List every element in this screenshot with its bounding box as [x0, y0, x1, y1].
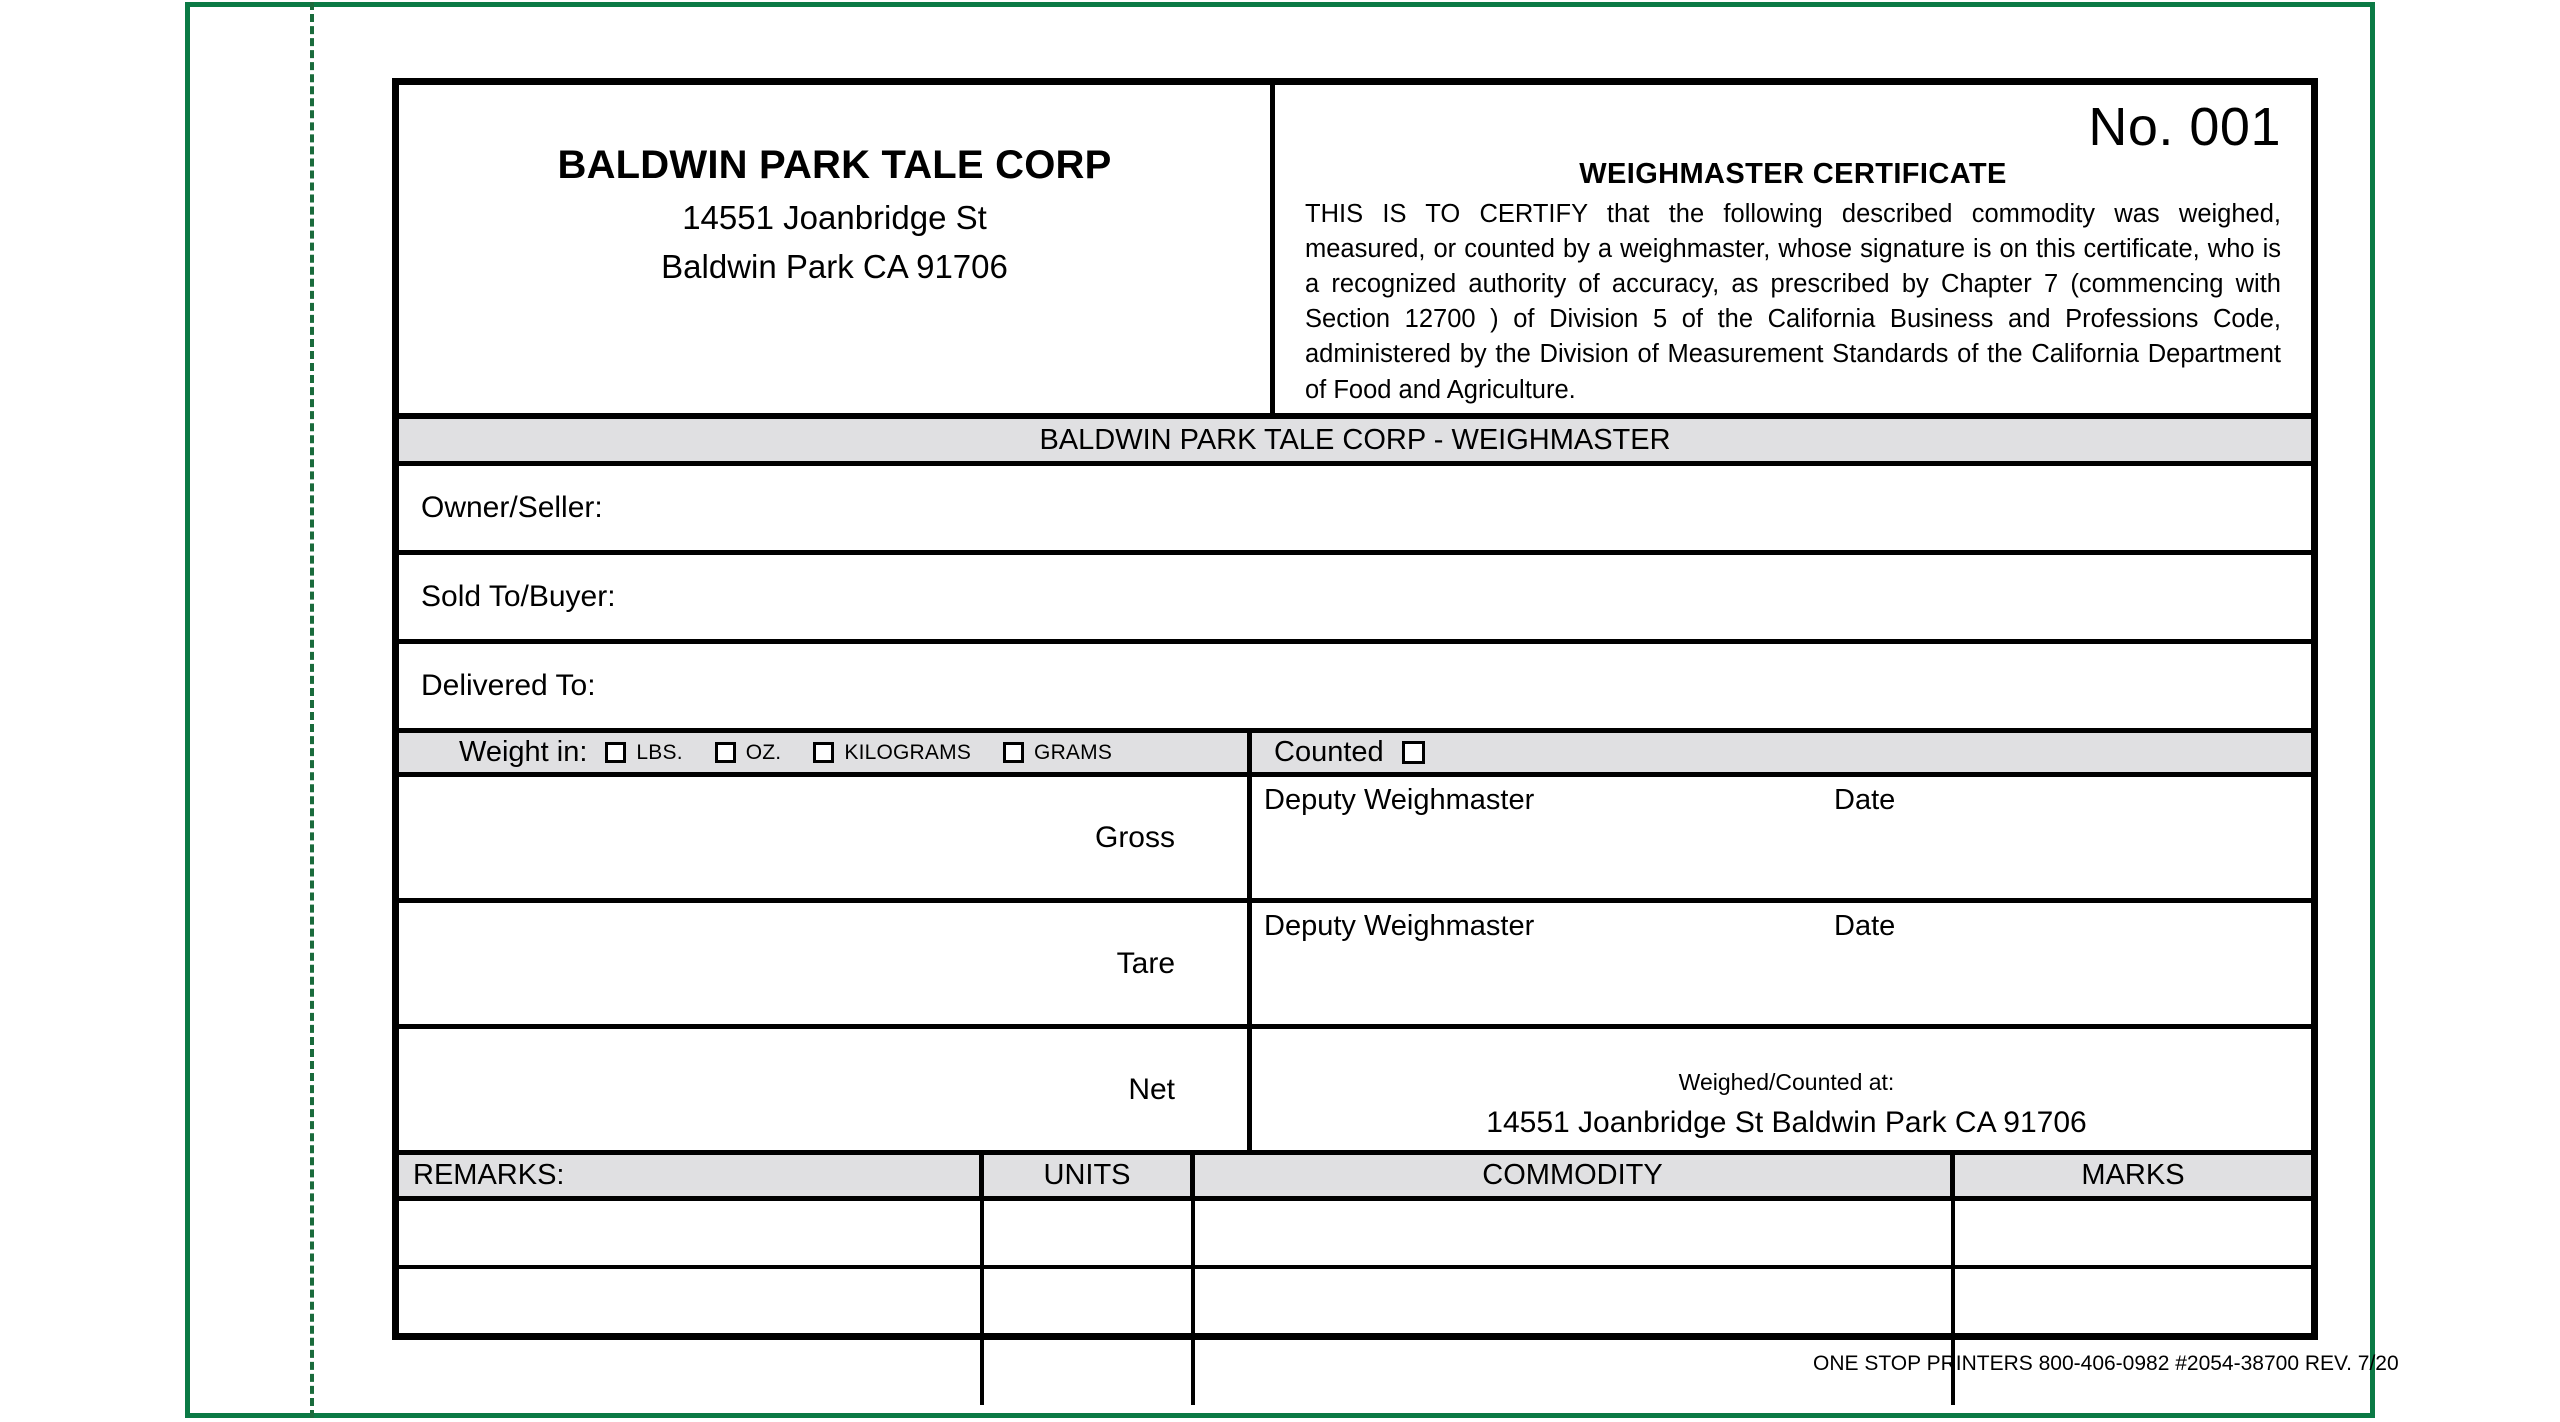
- tare-label: Tare: [1116, 946, 1175, 980]
- certificate-title: WEIGHMASTER CERTIFICATE: [1579, 157, 2007, 190]
- column-header-remarks: REMARKS:: [399, 1155, 984, 1196]
- cell-remarks[interactable]: [399, 1269, 984, 1333]
- sold-to-buyer-label: Sold To/Buyer:: [421, 580, 616, 613]
- company-address-line1: 14551 Joanbridge St: [682, 199, 987, 236]
- tare-row: [399, 903, 2311, 1029]
- counted-label: Counted: [1274, 736, 1384, 768]
- tare-deputy-weighmaster-label: Deputy Weighmaster: [1264, 910, 1535, 942]
- weight-option-grams-label: GRAMS: [1034, 740, 1113, 764]
- weight-in-group: [399, 733, 1252, 772]
- cell-commodity[interactable]: [1195, 1201, 1955, 1265]
- owner-seller-label: Owner/Seller:: [421, 491, 603, 524]
- perforation-dashed-line: [310, 2, 314, 1418]
- column-header-marks: MARKS: [2081, 1159, 2185, 1191]
- company-info-cell: [399, 85, 1275, 413]
- checkbox-oz-icon[interactable]: [715, 742, 736, 763]
- weight-option-oz-label: OZ.: [745, 740, 782, 764]
- net-row: [399, 1029, 2311, 1155]
- company-name: BALDWIN PARK TALE CORP: [557, 143, 1112, 187]
- delivered-to-row[interactable]: [399, 644, 2311, 733]
- gross-deputy-weighmaster-label: Deputy Weighmaster: [1264, 784, 1535, 816]
- weight-option-lbs-label: LBS.: [636, 740, 683, 764]
- sold-to-buyer-row[interactable]: [399, 555, 2311, 644]
- column-header-commodity: COMMODITY: [1195, 1155, 1955, 1196]
- cell-units[interactable]: [984, 1337, 1195, 1405]
- table-row[interactable]: [399, 1201, 2311, 1269]
- weight-units-strip: [399, 733, 2311, 777]
- weighed-counted-at-address: 14551 Joanbridge St Baldwin Park CA 91706: [1486, 1106, 2087, 1139]
- owner-seller-row[interactable]: [399, 466, 2311, 555]
- weight-option-lbs[interactable]: [605, 741, 682, 765]
- remarks-table-header: [399, 1155, 2311, 1201]
- gross-label: Gross: [1094, 820, 1175, 854]
- column-header-units: UNITS: [984, 1155, 1195, 1196]
- cell-units[interactable]: [984, 1269, 1195, 1333]
- weighed-counted-at-label: Weighed/Counted at:: [1678, 1069, 1895, 1095]
- checkbox-grams-icon[interactable]: [1003, 742, 1024, 763]
- cell-remarks[interactable]: [399, 1337, 984, 1405]
- weight-option-oz[interactable]: [715, 741, 782, 765]
- cell-commodity[interactable]: [1195, 1269, 1955, 1333]
- company-address-line2: Baldwin Park CA 91706: [661, 248, 1008, 285]
- delivered-to-label: Delivered To:: [421, 669, 596, 702]
- gross-date-label: Date: [1834, 784, 1896, 816]
- checkbox-counted-icon[interactable]: [1402, 741, 1425, 764]
- cell-units[interactable]: [984, 1201, 1195, 1265]
- net-value-cell[interactable]: [399, 1029, 1252, 1150]
- form-header: [399, 85, 2311, 419]
- tare-value-cell[interactable]: [399, 903, 1252, 1024]
- table-row[interactable]: [399, 1269, 2311, 1337]
- checkbox-lbs-icon[interactable]: [605, 742, 626, 763]
- tare-date-label: Date: [1834, 910, 1896, 942]
- gross-row: [399, 777, 2311, 903]
- weight-option-grams[interactable]: [1003, 741, 1112, 765]
- weight-option-kilograms-label: KILOGRAMS: [844, 740, 972, 764]
- gross-signature-cell[interactable]: [1252, 777, 2311, 898]
- checkbox-kilograms-icon[interactable]: [813, 742, 834, 763]
- cell-remarks[interactable]: [399, 1201, 984, 1265]
- weighmaster-banner: BALDWIN PARK TALE CORP - WEIGHMASTER: [399, 419, 2311, 466]
- cell-marks[interactable]: [1955, 1201, 2311, 1265]
- cell-marks[interactable]: [1955, 1269, 2311, 1333]
- tare-signature-cell[interactable]: [1252, 903, 2311, 1024]
- gross-value-cell[interactable]: [399, 777, 1252, 898]
- counted-group[interactable]: [1252, 733, 2311, 772]
- net-label: Net: [1128, 1072, 1175, 1106]
- weighmaster-certificate-form: [392, 78, 2318, 1340]
- weighed-location-cell: [1252, 1029, 2311, 1150]
- certificate-info-cell: [1275, 85, 2311, 413]
- weight-option-kilograms[interactable]: [813, 741, 971, 765]
- certificate-legal-text: THIS IS TO CERTIFY that the following described commodity was weighed, measured, or counted by a weighmaster, whose signature is on this certificate, who is a recognized authority of accuracy, as prescribed by Chapter 7 (commencing with Section 12700 ) of Division 5 of the California Business and Professions Code, administered by the Division of Measurement Standards of the California Department of Food and Agriculture.: [1305, 199, 2281, 404]
- printer-credit-line: ONE STOP PRINTERS 800-406-0982 #2054-38700 REV. 7/20: [1813, 1352, 2399, 1375]
- certificate-number: No. 001: [2088, 97, 2281, 157]
- weight-in-label: Weight in:: [459, 736, 588, 768]
